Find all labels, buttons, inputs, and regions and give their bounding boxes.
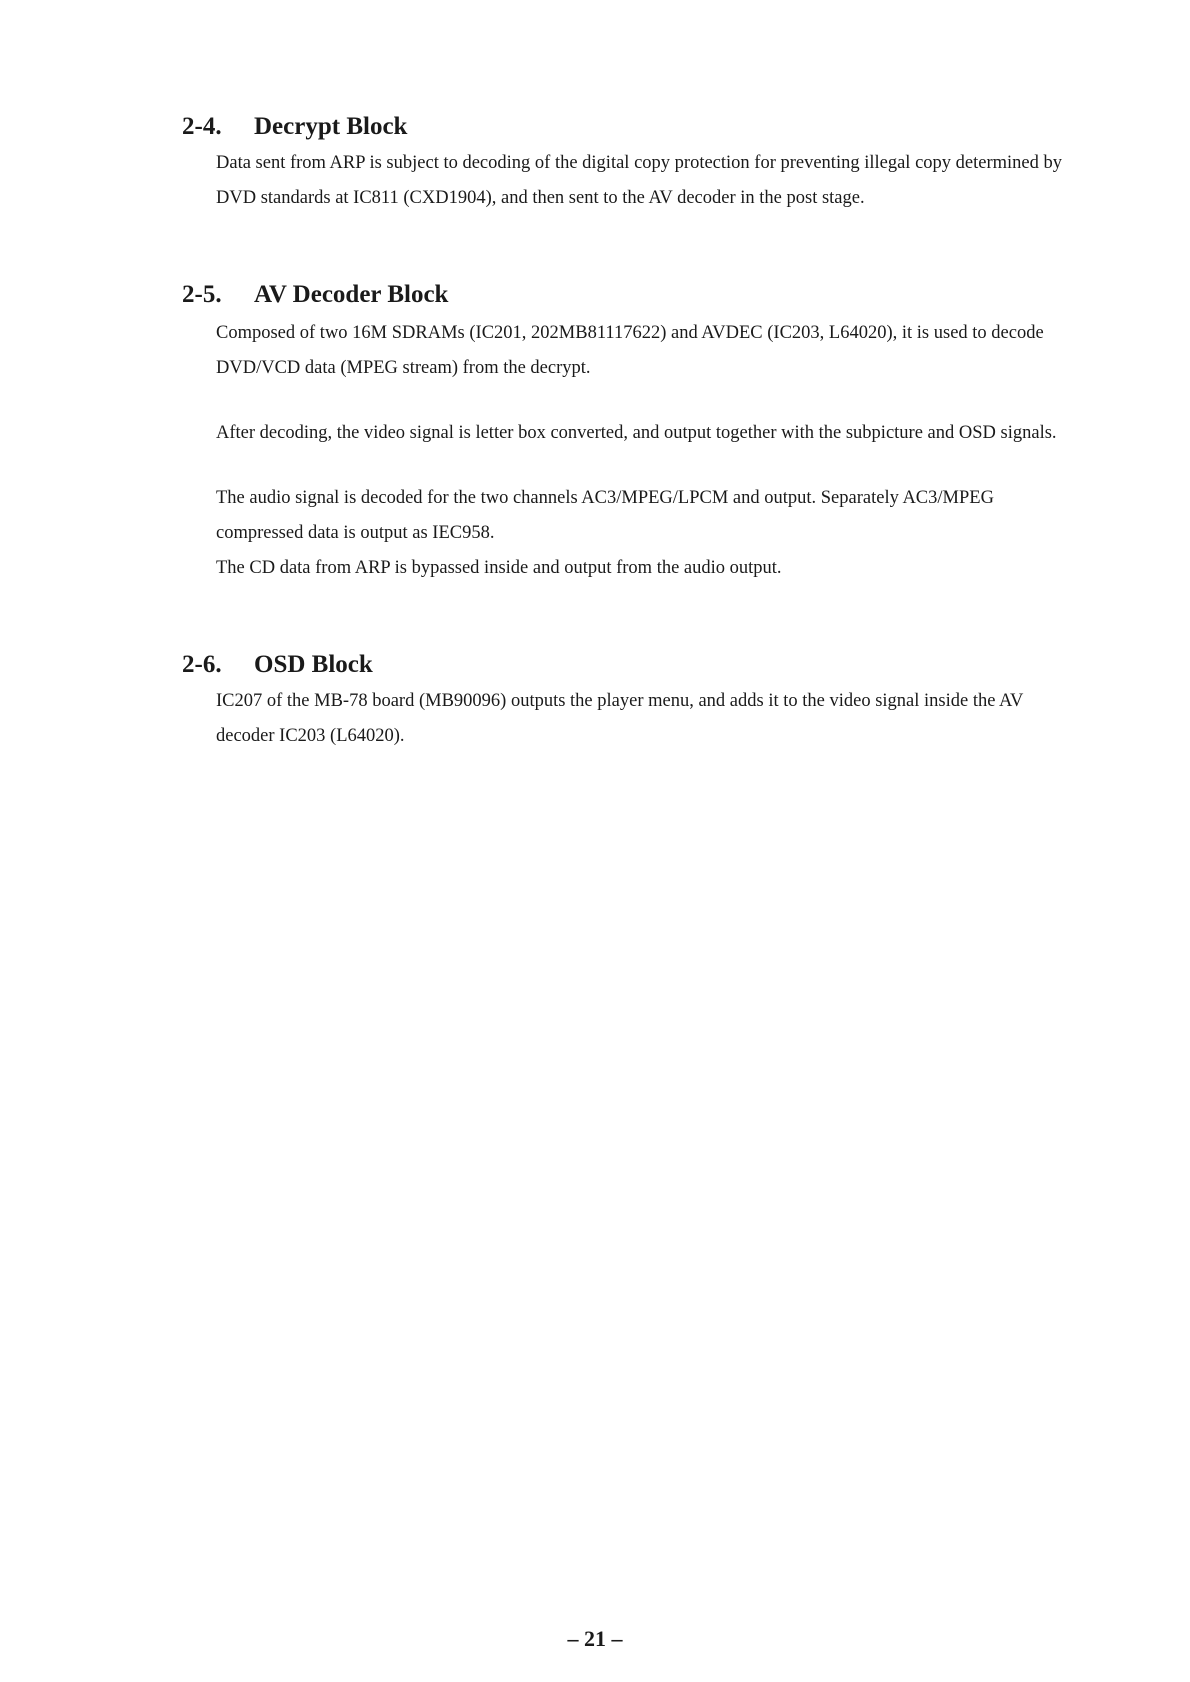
paragraph: Data sent from ARP is subject to decoding of the digital copy protection for preventing illegal copy determined by DVD standards at IC811 (CXD1904), and then sent to the AV decoder in the post stage. bbox=[216, 153, 1062, 208]
section-number: 2-5. bbox=[182, 281, 222, 308]
section-title: Decrypt Block bbox=[254, 113, 408, 140]
paragraph: IC207 of the MB-78 board (MB90096) outputs the player menu, and adds it to the video signal inside the AV decoder IC203 (L64020). bbox=[216, 691, 1024, 746]
section-heading bbox=[182, 280, 1062, 310]
section-decrypt-block bbox=[182, 112, 1062, 216]
section-number: 2-4. bbox=[182, 113, 222, 140]
section-number: 2-6. bbox=[182, 651, 222, 678]
section-title: AV Decoder Block bbox=[254, 281, 449, 308]
section-heading bbox=[182, 112, 1062, 142]
page-number: – 21 – bbox=[567, 1626, 623, 1651]
paragraph: The CD data from ARP is bypassed inside and output from the audio output. bbox=[216, 558, 782, 578]
section-osd-block bbox=[182, 650, 1062, 754]
section-av-decoder-block bbox=[182, 280, 1062, 586]
paragraph: After decoding, the video signal is letter box converted, and output together with the subpicture and OSD signals. bbox=[216, 423, 1057, 443]
section-heading bbox=[182, 650, 1062, 680]
paragraph: Composed of two 16M SDRAMs (IC201, 202MB81117622) and AVDEC (IC203, L64020), it is used to decode DVD/VCD data (MPEG stream) from the decrypt. bbox=[216, 323, 1044, 378]
paragraph: The audio signal is decoded for the two channels AC3/MPEG/LPCM and output. Separately AC3/MPEG compressed data is output as IEC958. bbox=[216, 488, 994, 543]
section-title: OSD Block bbox=[254, 651, 373, 678]
